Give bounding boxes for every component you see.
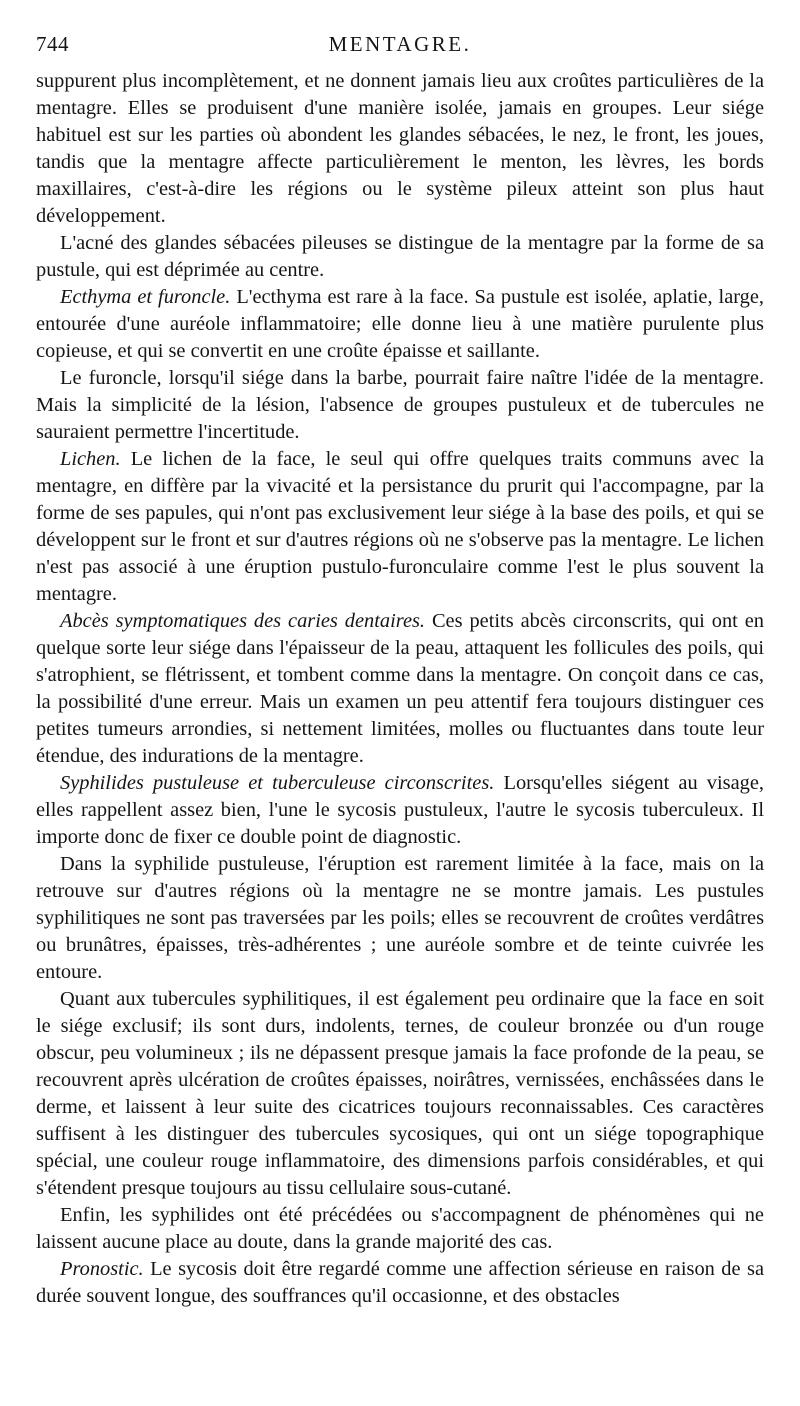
paragraph-text: Ces petits abcès circonscrits, qui ont en quelque sorte leur siége dans l'épaisseur de la peau, attaquent les follicules des poils, qui s'atrophient, se flétrissent, et tombent comme dans la mentagre. On conçoit dans ce cas, la possibilité d'une erreur. Mais un examen un peu attentif fera toujours distinguer ces petites tumeurs arrondies, si nettement limitées, molles ou fluctuantes dans toute leur étendue, des indurations de la mentagre. [36,610,764,767]
paragraph-lead: Ecthyma et furoncle. [60,286,231,308]
paragraph-text: suppurent plus incomplètement, et ne donnent jamais lieu aux croûtes particulières de la mentagre. Elles se produisent d'une manière isolée, jamais en groupes. Leur siége habituel est sur les parties où abondent les glandes sébacées, le nez, le front, les joues, tandis que la mentagre affecte particulièrement le menton, les lèvres, les bords maxillaires, c'est-à-dire les régions ou le système pileux atteint son plus haut développement. [36,70,764,227]
paragraph [36,851,764,986]
page-header [36,28,764,58]
paragraph-text: L'ecthyma est rare à la face. Sa pustule est isolée, aplatie, large, entourée d'une auréole inflammatoire; elle donne lieu à une matière purulente plus copieuse, et qui se convertit en une croûte épaisse et saillante. [36,286,765,362]
paragraph-text: Quant aux tubercules syphilitiques, il est également peu ordinaire que la face en soit le siége exclusif; ils sont durs, indolents, ternes, de couleur bronzée ou d'un rouge obscur, peu volumineux ; ils ne dépassent presque jamais la face profonde de la peau, se recouvrent après ulcération de croûtes épaisses, noirâtres, vernissées, enchâssées dans le derme, et laissent à leur suite des cicatrices toujours reconnaissables. Ces caractères suffisent à les distinguer des tubercules sycosiques, qui ont un siége topographique spécial, une couleur rouge inflammatoire, des dimensions parfois considérables, et qui s'étendent presque toujours au tissu cellulaire sous-cutané. [36,988,764,1199]
paragraph [36,365,764,446]
page-number: 744 [36,32,69,56]
paragraph [36,284,764,365]
paragraph-text: Le lichen de la face, le seul qui offre quelques traits communs avec la mentagre, en diffère par la vivacité et la persistance du prurit qui l'accompagne, par la forme de ses papules, qui n'ont pas exclusivement leur siége à la base des poils, et qui se développent sur le front et sur d'autres régions où ne s'observe pas la mentagre. Le lichen n'est pas associé à une éruption pustulo-furonculaire comme l'est le plus souvent la mentagre. [36,448,764,605]
paragraph-text: Dans la syphilide pustuleuse, l'éruption est rarement limitée à la face, mais on la retrouve sur d'autres régions où la mentagre ne se montre jamais. Les pustules syphilitiques ne sont pas traversées par les poils; elles se recouvrent de croûtes verdâtres ou brunâtres, épaisses, très-adhérentes ; une auréole sombre et de teinte cuivrée les entoure. [36,853,764,983]
paragraph [36,230,764,284]
paragraph [36,770,764,851]
paragraph [36,608,764,770]
paragraph-lead: Syphilides pustuleuse et tuberculeuse circonscrites. [60,772,495,794]
paragraph-lead: Pronostic. [60,1258,144,1280]
paragraph [36,68,764,230]
page-body [36,68,764,1310]
paragraph-lead: Abcès symptomatiques des caries dentaires. [60,610,426,632]
paragraph [36,1202,764,1256]
paragraph-text: Enfin, les syphilides ont été précédées ou s'accompagnent de phénomènes qui ne laissent aucune place au doute, dans la grande majorité des cas. [36,1204,764,1253]
paragraph [36,1256,764,1310]
paragraph [36,446,764,608]
paragraph-text: Lorsqu'elles siégent au visage, elles rappellent assez bien, l'une le sycosis pustuleux, l'autre le sycosis tuberculeux. Il importe donc de fixer ce double point de diagnostic. [36,772,764,848]
paragraph-text: Le sycosis doit être regardé comme une affection sérieuse en raison de sa durée souvent longue, des souffrances qu'il occasionne, et des obstacles [36,1258,764,1307]
paragraph-text: L'acné des glandes sébacées pileuses se distingue de la mentagre par la forme de sa pustule, qui est déprimée au centre. [36,232,764,281]
paragraph-text: Le furoncle, lorsqu'il siége dans la barbe, pourrait faire naître l'idée de la mentagre. Mais la simplicité de la lésion, l'absence de groupes pustuleux et de tubercules ne sauraient permettre l'incertitude. [36,367,764,443]
paragraph [36,986,764,1202]
running-head: MENTAGRE. [328,32,472,56]
paragraph-lead: Lichen. [60,448,121,470]
